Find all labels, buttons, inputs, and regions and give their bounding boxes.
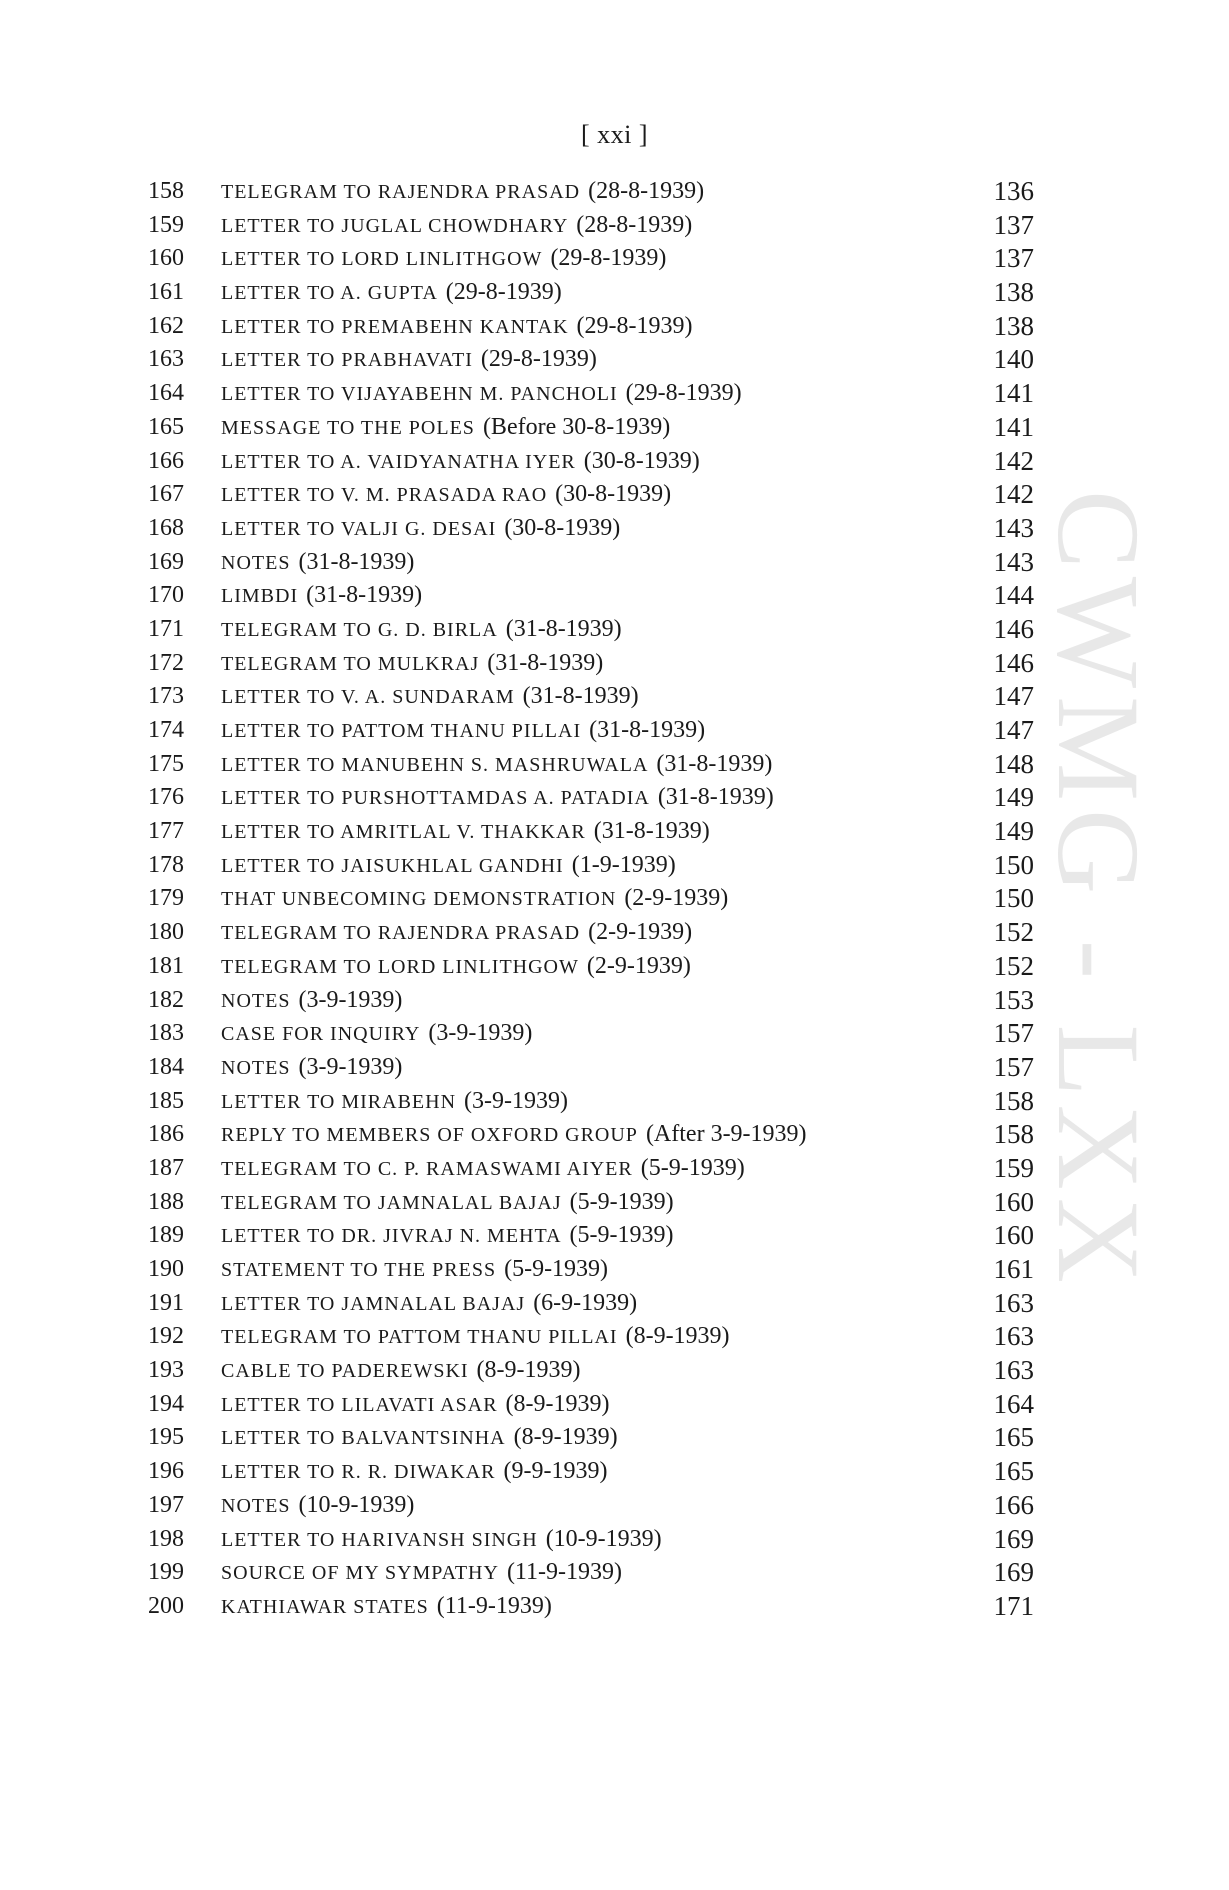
toc-entry bbox=[148, 242, 1034, 276]
entry-date: (31-8-1939) bbox=[657, 784, 774, 811]
entry-title-line bbox=[221, 613, 622, 648]
entry-title-line bbox=[221, 546, 414, 581]
entry-number: 196 bbox=[148, 1458, 184, 1485]
entry-title: LETTER TO HARIVANSH SINGH bbox=[221, 1528, 538, 1551]
entry-number: 174 bbox=[148, 717, 184, 743]
entry-title-line bbox=[221, 1354, 581, 1389]
entry-page-number: 153 bbox=[993, 984, 1034, 1015]
entry-title-line bbox=[221, 916, 692, 951]
entry-page-number: 146 bbox=[993, 647, 1034, 678]
entry-page-number: 150 bbox=[993, 849, 1034, 880]
entry-title: LETTER TO V. M. PRASADA RAO bbox=[221, 484, 548, 507]
entry-page-number: 159 bbox=[993, 1152, 1034, 1183]
entry-page-number: 160 bbox=[993, 1220, 1034, 1251]
entry-date: (2-9-1939) bbox=[586, 952, 691, 979]
toc-entry bbox=[148, 1421, 1034, 1455]
entry-number: 170 bbox=[148, 582, 184, 609]
entry-page-number: 163 bbox=[993, 1287, 1034, 1318]
entry-number: 200 bbox=[148, 1592, 184, 1619]
entry-title-line bbox=[221, 209, 692, 244]
entry-title-line bbox=[221, 849, 676, 884]
entry-date: (31-8-1939) bbox=[522, 683, 639, 710]
entry-title: LETTER TO LILAVATI ASAR bbox=[221, 1393, 498, 1416]
entry-number: 162 bbox=[148, 312, 184, 339]
entry-date: (8-9-1939) bbox=[505, 1390, 610, 1417]
entry-date: (30-8-1939) bbox=[583, 447, 700, 474]
entry-page-number: 149 bbox=[993, 816, 1034, 847]
toc-entry bbox=[148, 1017, 1034, 1051]
entry-date: (29-8-1939) bbox=[480, 346, 597, 373]
entry-title-line bbox=[221, 647, 603, 682]
toc-entry bbox=[148, 1253, 1034, 1287]
toc-entry bbox=[148, 209, 1034, 243]
entry-date: (1-9-1939) bbox=[571, 851, 676, 878]
toc-entry bbox=[148, 276, 1034, 310]
toc-entry bbox=[148, 512, 1034, 546]
entry-page-number: 137 bbox=[993, 209, 1034, 240]
entry-title-line bbox=[221, 478, 671, 513]
entry-date: (After 3-9-1939) bbox=[645, 1121, 807, 1148]
entry-date: (11-9-1939) bbox=[506, 1559, 623, 1586]
entry-title-line bbox=[221, 1017, 532, 1052]
watermark: CWMG - LXX bbox=[1033, 490, 1164, 1292]
entry-date: (29-8-1939) bbox=[625, 380, 742, 407]
entry-date: (8-9-1939) bbox=[513, 1424, 618, 1451]
entry-title: LETTER TO PURSHOTTAMDAS A. PATADIA bbox=[221, 787, 650, 810]
entry-title-line bbox=[221, 1118, 807, 1153]
entry-title: NOTES bbox=[221, 989, 291, 1012]
entry-number: 171 bbox=[148, 615, 184, 642]
entry-page-number: 152 bbox=[993, 917, 1034, 948]
entry-date: (5-9-1939) bbox=[640, 1154, 745, 1181]
entry-title-line bbox=[221, 1320, 730, 1355]
entry-title-line bbox=[221, 579, 422, 614]
entry-title-line bbox=[221, 680, 639, 715]
entry-number: 198 bbox=[148, 1525, 184, 1552]
entry-number: 190 bbox=[148, 1256, 184, 1282]
entry-date: (5-9-1939) bbox=[569, 1188, 674, 1215]
entry-title-line bbox=[221, 175, 704, 210]
entry-number: 194 bbox=[148, 1390, 184, 1417]
entry-title: LETTER TO V. A. SUNDARAM bbox=[221, 686, 515, 709]
toc-entry bbox=[148, 1523, 1034, 1557]
entry-title-line bbox=[221, 882, 728, 917]
entry-page-number: 142 bbox=[993, 445, 1034, 476]
entry-title-line bbox=[221, 815, 710, 850]
entry-page-number: 169 bbox=[993, 1557, 1034, 1588]
entry-title: LETTER TO MIRABEHN bbox=[221, 1090, 457, 1113]
entry-title-line bbox=[221, 1152, 745, 1187]
entry-page-number: 138 bbox=[993, 310, 1034, 341]
entry-number: 161 bbox=[148, 279, 184, 306]
entry-number: 158 bbox=[148, 178, 184, 204]
entry-title-line bbox=[221, 1051, 402, 1086]
toc-entry bbox=[148, 714, 1034, 748]
toc-entry bbox=[148, 950, 1034, 984]
entry-date: (3-9-1939) bbox=[428, 1020, 533, 1047]
entry-date: (31-8-1939) bbox=[306, 582, 423, 609]
entry-title-line bbox=[221, 1590, 552, 1625]
entry-title-line bbox=[221, 1253, 608, 1288]
toc-entry bbox=[148, 1455, 1034, 1489]
entry-date: (10-9-1939) bbox=[545, 1525, 662, 1552]
entry-title: LETTER TO DR. JIVRAJ N. MEHTA bbox=[221, 1225, 562, 1248]
entry-page-number: 158 bbox=[993, 1119, 1034, 1150]
toc-entry bbox=[148, 1152, 1034, 1186]
entry-number: 169 bbox=[148, 548, 184, 575]
entry-date: (8-9-1939) bbox=[476, 1357, 581, 1384]
entry-page-number: 147 bbox=[993, 715, 1034, 745]
toc-entry bbox=[148, 310, 1034, 344]
toc-entry bbox=[148, 680, 1034, 714]
entry-number: 182 bbox=[148, 986, 184, 1013]
entry-page-number: 165 bbox=[993, 1456, 1034, 1487]
entry-title: LETTER TO A. VAIDYANATHA IYER bbox=[221, 450, 576, 473]
entry-page-number: 142 bbox=[993, 479, 1034, 510]
entry-date: (5-9-1939) bbox=[504, 1256, 609, 1282]
entry-title-line bbox=[221, 445, 700, 480]
entry-number: 184 bbox=[148, 1053, 184, 1080]
entry-number: 195 bbox=[148, 1424, 184, 1451]
entry-title-line bbox=[221, 1085, 568, 1120]
entry-title-line bbox=[221, 1489, 414, 1524]
entry-title: LETTER TO AMRITLAL V. THAKKAR bbox=[221, 821, 586, 844]
entry-title: TELEGRAM TO JAMNALAL BAJAJ bbox=[221, 1191, 562, 1214]
entry-title-line bbox=[221, 1556, 622, 1591]
entry-title-line bbox=[221, 1523, 662, 1558]
entry-title: KATHIAWAR STATES bbox=[221, 1595, 429, 1618]
entry-number: 176 bbox=[148, 784, 184, 811]
entry-date: (2-9-1939) bbox=[624, 885, 729, 912]
toc-entry bbox=[148, 647, 1034, 681]
entry-page-number: 152 bbox=[993, 950, 1034, 981]
toc-entry bbox=[148, 984, 1034, 1018]
entry-date: (28-8-1939) bbox=[588, 178, 705, 204]
entry-date: (31-8-1939) bbox=[593, 818, 710, 845]
entry-number: 175 bbox=[148, 750, 184, 777]
entry-number: 172 bbox=[148, 649, 184, 676]
toc-entry bbox=[148, 1489, 1034, 1523]
entry-page-number: 148 bbox=[993, 748, 1034, 779]
entry-title: LETTER TO PREMABEHN KANTAK bbox=[221, 315, 569, 338]
entry-date: (Before 30-8-1939) bbox=[482, 413, 671, 440]
toc-entry bbox=[148, 748, 1034, 782]
entry-title: TELEGRAM TO PATTOM THANU PILLAI bbox=[221, 1326, 618, 1349]
toc-entry bbox=[148, 546, 1034, 580]
entry-title: CASE FOR INQUIRY bbox=[221, 1023, 421, 1046]
entry-title-line bbox=[221, 781, 774, 816]
toc-entry bbox=[148, 1219, 1034, 1253]
entry-number: 178 bbox=[148, 851, 184, 878]
entry-title: LETTER TO R. R. DIWAKAR bbox=[221, 1461, 496, 1484]
entry-number: 187 bbox=[148, 1154, 184, 1181]
entry-number: 180 bbox=[148, 919, 184, 946]
toc-entry bbox=[148, 1320, 1034, 1354]
entry-number: 173 bbox=[148, 683, 184, 710]
toc-entry bbox=[148, 815, 1034, 849]
entry-number: 199 bbox=[148, 1559, 184, 1586]
entry-page-number: 149 bbox=[993, 782, 1034, 813]
entry-page-number: 146 bbox=[993, 613, 1034, 644]
entry-date: (28-8-1939) bbox=[576, 211, 693, 238]
entry-page-number: 150 bbox=[993, 883, 1034, 914]
entry-page-number: 161 bbox=[993, 1254, 1034, 1284]
toc-entry bbox=[148, 175, 1034, 209]
entry-title: TELEGRAM TO RAJENDRA PRASAD bbox=[221, 922, 581, 945]
entry-number: 166 bbox=[148, 447, 184, 474]
entry-date: (11-9-1939) bbox=[436, 1592, 552, 1619]
entry-number: 185 bbox=[148, 1087, 184, 1114]
entry-page-number: 141 bbox=[993, 411, 1034, 442]
entry-date: (31-8-1939) bbox=[656, 750, 773, 777]
entry-title-line bbox=[221, 984, 402, 1019]
entry-title: TELEGRAM TO MULKRAJ bbox=[221, 652, 480, 675]
entry-date: (5-9-1939) bbox=[569, 1222, 674, 1249]
entry-number: 183 bbox=[148, 1020, 184, 1047]
entry-number: 165 bbox=[148, 413, 184, 440]
toc-entry bbox=[148, 377, 1034, 411]
entry-page-number: 165 bbox=[993, 1422, 1034, 1453]
entry-title: CABLE TO PADEREWSKI bbox=[221, 1360, 469, 1383]
toc-entry bbox=[148, 781, 1034, 815]
toc-entry bbox=[148, 882, 1034, 916]
entry-date: (6-9-1939) bbox=[533, 1289, 638, 1316]
entry-title-line bbox=[221, 242, 666, 277]
entry-title: LETTER TO JAMNALAL BAJAJ bbox=[221, 1292, 526, 1315]
entry-date: (9-9-1939) bbox=[503, 1458, 608, 1485]
entry-date: (29-8-1939) bbox=[550, 245, 667, 272]
entry-title: MESSAGE TO THE POLES bbox=[221, 416, 475, 439]
entry-number: 167 bbox=[148, 481, 184, 508]
toc-entry bbox=[148, 1590, 1034, 1624]
entry-page-number: 157 bbox=[993, 1018, 1034, 1049]
entry-page-number: 163 bbox=[993, 1355, 1034, 1386]
toc-entry bbox=[148, 849, 1034, 883]
entry-page-number: 147 bbox=[993, 681, 1034, 712]
entry-title: NOTES bbox=[221, 1494, 291, 1517]
entry-date: (10-9-1939) bbox=[298, 1491, 415, 1518]
table-of-contents bbox=[148, 175, 1034, 1624]
toc-entry bbox=[148, 1388, 1034, 1422]
entry-title: LETTER TO PRABHAVATI bbox=[221, 349, 473, 372]
toc-entry bbox=[148, 478, 1034, 512]
entry-number: 189 bbox=[148, 1222, 184, 1249]
entry-number: 191 bbox=[148, 1289, 184, 1316]
entry-number: 179 bbox=[148, 885, 184, 912]
entry-title-line bbox=[221, 343, 597, 378]
entry-title: TELEGRAM TO G. D. BIRLA bbox=[221, 618, 498, 641]
toc-entry bbox=[148, 613, 1034, 647]
entry-title: LETTER TO VALJI G. DESAI bbox=[221, 517, 497, 540]
entry-date: (29-8-1939) bbox=[576, 312, 693, 339]
entry-number: 197 bbox=[148, 1491, 184, 1518]
toc-entry bbox=[148, 343, 1034, 377]
entry-page-number: 136 bbox=[993, 176, 1034, 206]
entry-title: TELEGRAM TO C. P. RAMASWAMI AIYER bbox=[221, 1157, 633, 1180]
entry-title: TELEGRAM TO RAJENDRA PRASAD bbox=[221, 181, 581, 203]
toc-entry bbox=[148, 1118, 1034, 1152]
toc-entry bbox=[148, 1354, 1034, 1388]
entry-date: (2-9-1939) bbox=[588, 919, 693, 946]
toc-entry bbox=[148, 916, 1034, 950]
entry-page-number: 138 bbox=[993, 277, 1034, 308]
entry-date: (30-8-1939) bbox=[555, 481, 672, 508]
toc-entry bbox=[148, 1287, 1034, 1321]
entry-page-number: 158 bbox=[993, 1085, 1034, 1116]
toc-entry bbox=[148, 1051, 1034, 1085]
entry-page-number: 141 bbox=[993, 378, 1034, 409]
entry-title: LETTER TO A. GUPTA bbox=[221, 282, 438, 305]
entry-page-number: 171 bbox=[993, 1590, 1034, 1621]
entry-date: (3-9-1939) bbox=[298, 1053, 403, 1080]
entry-number: 160 bbox=[148, 245, 184, 272]
entry-title: NOTES bbox=[221, 1056, 291, 1079]
entry-page-number: 143 bbox=[993, 546, 1034, 577]
entry-title-line bbox=[221, 310, 693, 345]
entry-title: TELEGRAM TO LORD LINLITHGOW bbox=[221, 955, 579, 978]
entry-title: NOTES bbox=[221, 551, 291, 574]
entry-title: STATEMENT TO THE PRESS bbox=[221, 1259, 497, 1281]
entry-title: THAT UNBECOMING DEMONSTRATION bbox=[221, 888, 617, 911]
entry-title: LETTER TO JUGLAL CHOWDHARY bbox=[221, 214, 569, 237]
entry-page-number: 166 bbox=[993, 1489, 1034, 1520]
entry-date: (31-8-1939) bbox=[487, 649, 604, 676]
entry-title-line bbox=[221, 1287, 637, 1322]
entry-number: 159 bbox=[148, 211, 184, 238]
entry-number: 192 bbox=[148, 1323, 184, 1350]
entry-date: (31-8-1939) bbox=[589, 717, 706, 743]
toc-entry bbox=[148, 1186, 1034, 1220]
entry-title: LETTER TO VIJAYABEHN M. PANCHOLI bbox=[221, 383, 618, 406]
entry-number: 186 bbox=[148, 1121, 184, 1148]
entry-title-line bbox=[221, 276, 562, 311]
entry-title: LIMBDI bbox=[221, 585, 299, 608]
entry-page-number: 157 bbox=[993, 1051, 1034, 1082]
entry-number: 168 bbox=[148, 514, 184, 541]
entry-number: 193 bbox=[148, 1357, 184, 1384]
entry-page-number: 163 bbox=[993, 1321, 1034, 1352]
entry-date: (8-9-1939) bbox=[625, 1323, 730, 1350]
entry-number: 164 bbox=[148, 380, 184, 407]
entry-title: REPLY TO MEMBERS OF OXFORD GROUP bbox=[221, 1124, 638, 1147]
toc-entry bbox=[148, 579, 1034, 613]
entry-page-number: 144 bbox=[993, 580, 1034, 611]
entry-title: LETTER TO MANUBEHN S. MASHRUWALA bbox=[221, 753, 649, 776]
page-number-header: [ xxi ] bbox=[580, 120, 649, 149]
entry-title: SOURCE OF MY SYMPATHY bbox=[221, 1562, 499, 1585]
entry-title-line bbox=[221, 1388, 610, 1423]
entry-title-line bbox=[221, 950, 691, 985]
entry-title-line bbox=[221, 411, 670, 446]
entry-date: (3-9-1939) bbox=[464, 1087, 568, 1114]
entry-date: (31-8-1939) bbox=[505, 615, 622, 642]
entry-title-line bbox=[221, 1186, 674, 1221]
entry-number: 163 bbox=[148, 346, 184, 373]
entry-date: (3-9-1939) bbox=[298, 986, 403, 1013]
toc-entry bbox=[148, 445, 1034, 479]
entry-page-number: 137 bbox=[993, 243, 1034, 274]
entry-date: (29-8-1939) bbox=[445, 279, 562, 306]
entry-page-number: 160 bbox=[993, 1186, 1034, 1217]
entry-date: (30-8-1939) bbox=[504, 514, 621, 541]
entry-title: LETTER TO LORD LINLITHGOW bbox=[221, 248, 543, 271]
entry-date: (31-8-1939) bbox=[298, 548, 415, 575]
entry-title: LETTER TO BALVANTSINHA bbox=[221, 1427, 506, 1450]
entry-title-line bbox=[221, 377, 742, 412]
entry-title-line bbox=[221, 714, 705, 749]
toc-entry bbox=[148, 411, 1034, 445]
entry-page-number: 164 bbox=[993, 1388, 1034, 1419]
entry-page-number: 140 bbox=[993, 344, 1034, 375]
entry-title-line bbox=[221, 1219, 674, 1254]
entry-number: 177 bbox=[148, 818, 184, 845]
entry-title-line bbox=[221, 748, 772, 783]
entry-number: 188 bbox=[148, 1188, 184, 1215]
entry-title: LETTER TO JAISUKHLAL GANDHI bbox=[221, 854, 564, 877]
entry-number: 181 bbox=[148, 952, 184, 979]
entry-page-number: 143 bbox=[993, 512, 1034, 543]
entry-title-line bbox=[221, 1421, 618, 1456]
toc-entry bbox=[148, 1085, 1034, 1119]
entry-title: LETTER TO PATTOM THANU PILLAI bbox=[221, 720, 582, 742]
toc-entry bbox=[148, 1556, 1034, 1590]
entry-title-line bbox=[221, 1455, 607, 1490]
entry-page-number: 169 bbox=[993, 1523, 1034, 1554]
entry-title-line bbox=[221, 512, 620, 547]
